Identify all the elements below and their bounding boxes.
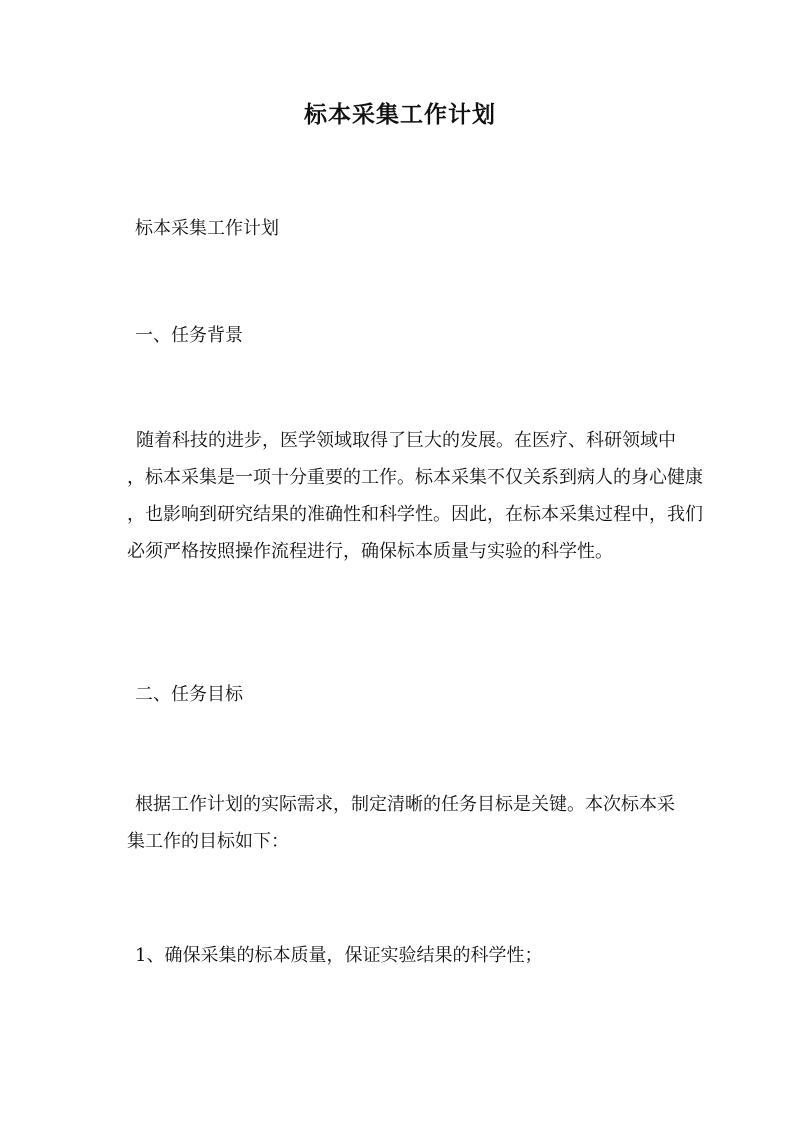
section-heading-background: 一、任务背景	[135, 325, 243, 346]
subtitle: 标本采集工作计划	[135, 218, 279, 239]
paragraph-line: 随着科技的进步，医学领域取得了巨大的发展。在医疗、科研领域中	[136, 430, 676, 451]
document-title: 标本采集工作计划	[304, 101, 496, 128]
goals-paragraph	[127, 786, 680, 860]
paragraph-line: ，标本采集是一项十分重要的工作。标本采集不仅关系到病人的身心健康	[127, 467, 703, 488]
paragraph-line: 必须严格按照操作流程进行，确保标本质量与实验的科学性。	[127, 541, 613, 562]
background-paragraph	[127, 422, 703, 570]
paragraph-line: 根据工作计划的实际需求，制定清晰的任务目标是关键。本次标本采	[135, 794, 675, 815]
section-heading-goals: 二、任务目标	[135, 684, 243, 705]
goal-item-1: 1、确保采集的标本质量，保证实验结果的科学性；	[135, 945, 543, 966]
paragraph-line: ，也影响到研究结果的准确性和科学性。因此，在标本采集过程中，我们	[127, 504, 703, 525]
paragraph-line: 集工作的目标如下：	[127, 831, 289, 852]
